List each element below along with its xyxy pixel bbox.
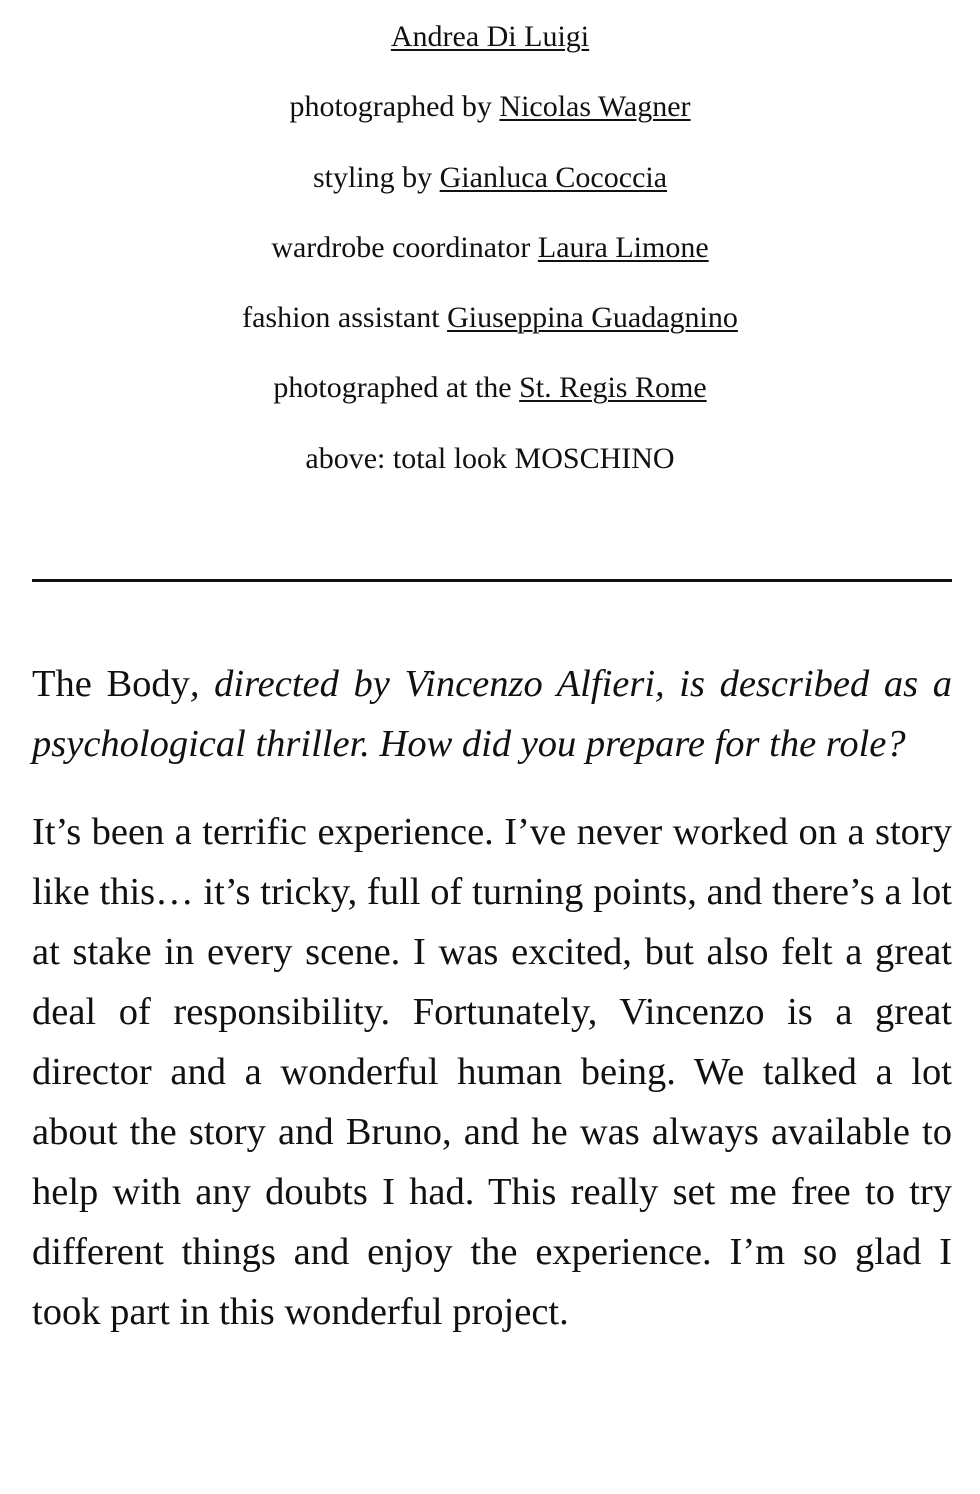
location-prefix: photographed at the — [273, 371, 520, 405]
fashion-assistant-link[interactable]: Giuseppina Guadagnino — [447, 301, 738, 335]
question-text: , directed by Vincenzo Alfieri, is described as a psychological thriller. How did you prepare for the role? — [32, 663, 952, 765]
section-divider — [32, 579, 952, 582]
photographer-prefix: photographed by — [289, 90, 500, 124]
credit-location-line — [0, 363, 980, 433]
look-caption: above: total look MOSCHINO — [305, 441, 675, 475]
wardrobe-prefix: wardrobe coordinator — [271, 230, 538, 264]
interview-question — [32, 654, 952, 774]
interview-answer: It’s been a terrific experience. I’ve never worked on a story like this… it’s tricky, full of turning points, and there’s a lot at stake in every scene. I was excited, but also felt a great deal of responsibility. Fortunately, Vincenzo is a great director and a wonderful human being. We talked a lot about the story and Bruno, and he was always available to help with any doubts I had. This really set me free to try different things and enjoy the experience. I’m so glad I took part in this wonderful project. — [32, 811, 952, 1333]
location-link[interactable]: St. Regis Rome — [519, 371, 707, 405]
stylist-link[interactable]: Gianluca Cococcia — [439, 160, 668, 194]
credit-photographer-line — [0, 82, 980, 152]
credit-wardrobe-line — [0, 223, 980, 293]
wardrobe-coordinator-link[interactable]: Laura Limone — [537, 230, 709, 264]
styling-prefix: styling by — [312, 160, 440, 194]
credit-name-line — [0, 12, 980, 82]
photographer-link[interactable]: Nicolas Wagner — [499, 90, 691, 124]
talent-name-link[interactable]: Andrea Di Luigi — [390, 20, 590, 53]
credit-styling-line — [0, 153, 980, 223]
film-title: The Body — [32, 663, 190, 705]
assistant-prefix: fashion assistant — [242, 301, 448, 335]
photo-credits — [0, 12, 980, 504]
credit-assistant-line — [0, 293, 980, 363]
